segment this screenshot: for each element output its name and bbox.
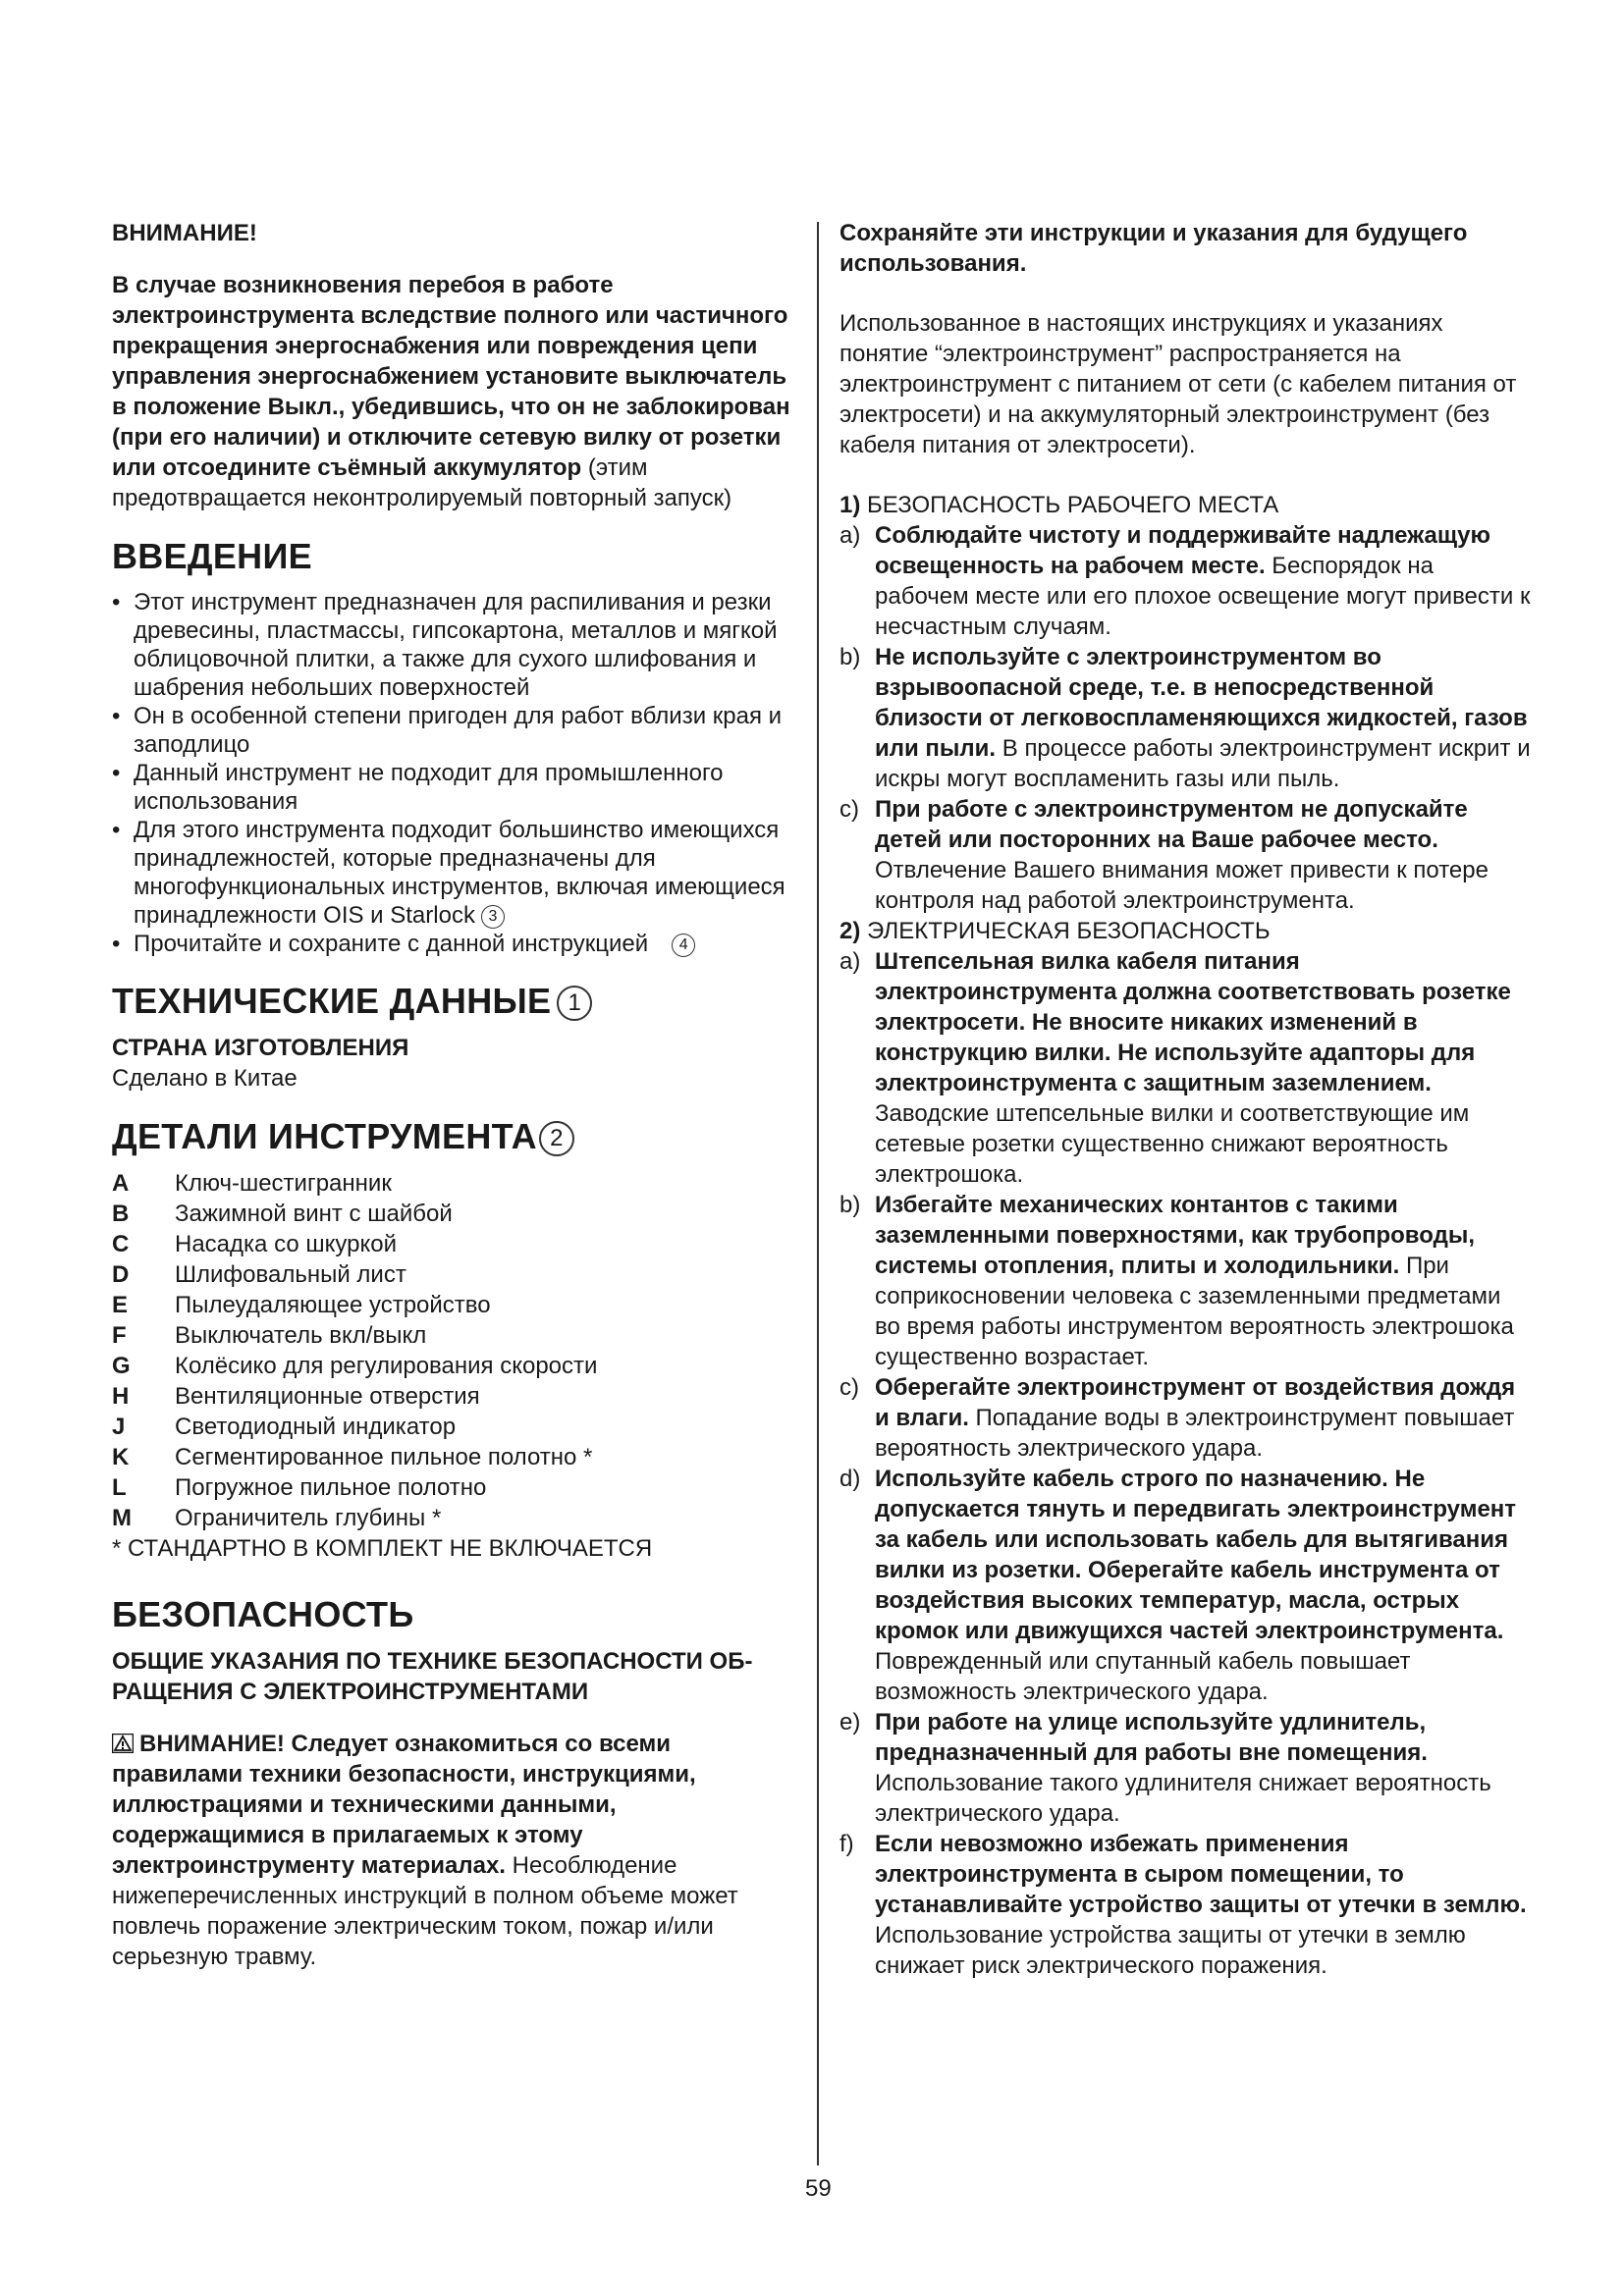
item-normal-text: Поврежденный или спутанный кабель повышает возможность электрического удара. (875, 1648, 1411, 1705)
item-label: c) (839, 796, 859, 823)
item-bold-text: Соблюдайте чистоту и поддерживайте надлежащую освещенность на рабочем месте. (875, 522, 1490, 579)
list-item (839, 794, 1532, 916)
part-key: C (112, 1231, 130, 1257)
item-normal-text: При соприкосновении человека с заземленными предметами во время работы инструментом вероятность электрошока существенно возрастает. (875, 1253, 1514, 1370)
list-item (839, 520, 1532, 642)
part-label: Сегментированное пильное полотно * (175, 1444, 593, 1470)
tech-heading-text: ТЕХНИЧЕСКИЕ ДАННЫЕ (112, 981, 552, 1021)
attention-normal-text: (этим предотвращается неконтролируемый повторный запуск) (112, 454, 732, 511)
section2-heading (839, 916, 1532, 946)
part-label: Ключ-шестигранник (175, 1170, 392, 1197)
country-heading: СТРАНА ИЗГОТОВЛЕНИЯ (112, 1035, 409, 1061)
attention-paragraph (112, 270, 804, 513)
item-label: b) (839, 644, 861, 670)
safety-subheading: ОБЩИЕ УКАЗАНИЯ ПО ТЕХНИКЕ БЕЗОПАСНОСТИ ОБ- РАЩЕНИЯ С ЭЛЕКТРОИНСТРУМЕНТАМИ (112, 1648, 753, 1705)
intro-item-text: Прочитайте и сохраните с данной инструкцией (134, 931, 649, 957)
part-key: A (112, 1170, 130, 1197)
table-row (112, 1259, 597, 1290)
intro-item-text: Этот инструмент предназначен для распиливания и резки древесины, пластмассы, гипсокартона, металлов и мягкой облицовочной плитки, а также для сухого шлифования и шабрения небольших поверхностей (134, 589, 778, 701)
part-label: Погружное пильное полотно (175, 1474, 487, 1501)
table-row (112, 1290, 597, 1320)
item-label: f) (839, 1831, 854, 1857)
item-normal-text: В процессе работы электроинструмент искрит и искры могут воспламенить газы или пыль. (875, 735, 1531, 792)
intro-item-text: Данный инструмент не подходит для промышленного использования (134, 760, 724, 815)
item-label: e) (839, 1709, 861, 1735)
part-key: M (112, 1505, 132, 1531)
tech-heading (112, 980, 804, 1023)
part-label: Пылеудаляющее устройство (175, 1292, 491, 1318)
part-key: G (112, 1353, 131, 1379)
list-item (112, 930, 804, 958)
section2-title: ЭЛЕКТРИЧЕСКАЯ БЕЗОПАСНОСТЬ (867, 918, 1271, 944)
item-bold-text: Используйте кабель строго по назначению. Не допускается тянуть и передвигать электроинструмент за кабель или использовать кабель для вытягивания вилки из розетки. Оберегайте кабель инструмента от воздействия высоких температур, масла, острых кромок или движущихся частей электроинструмента. (875, 1466, 1517, 1644)
table-row (112, 1412, 597, 1442)
list-item (839, 1372, 1532, 1464)
item-normal-text: Беспорядок на рабочем месте или его плохое освещение могут привести к несчастным случаям. (875, 553, 1531, 640)
item-bold-text: Оберегайте электроинструмент от воздействия дождя и влаги. (875, 1374, 1516, 1431)
part-label: Колёсико для регулирования скорости (175, 1353, 598, 1379)
item-label: c) (839, 1374, 859, 1401)
figure-ref-1: 1 (557, 986, 592, 1021)
list-item (839, 642, 1532, 794)
table-row (112, 1381, 597, 1412)
item-normal-text: Использование устройства защиты от утечки в землю снижает риск электрического поражения. (875, 1922, 1466, 1979)
definition-paragraph: Использованное в настоящих инструкциях и указаниях понятие “электроинструмент” распространяется на электроинструмент с питанием от сети (с кабелем питания от электросети) и на аккумуляторный электроинструмент (без кабеля питания от электросети). (839, 310, 1517, 458)
safety-warning (112, 1729, 804, 1972)
figure-ref-3: 3 (481, 905, 505, 929)
table-row (112, 1229, 597, 1259)
table-row (112, 1351, 597, 1381)
list-item (112, 588, 804, 702)
right-column (839, 218, 1532, 1981)
part-key: B (112, 1201, 130, 1227)
list-item (839, 1707, 1532, 1829)
section2-number: 2) (839, 918, 861, 944)
part-key: K (112, 1444, 130, 1470)
part-label: Насадка со шкуркой (175, 1231, 397, 1257)
save-instructions: Сохраняйте эти инструкции и указания для будущего использования. (839, 220, 1468, 277)
table-row (112, 1442, 597, 1472)
item-bold-text: При работе с электроинструментом не допускайте детей или посторонних на Ваше рабочее место. (875, 796, 1468, 853)
part-key: L (112, 1474, 127, 1501)
parts-note: * СТАНДАРТНО В КОМПЛЕКТ НЕ ВКЛЮЧАЕТСЯ (112, 1535, 653, 1562)
item-bold-text: Избегайте механических контантов с такими заземленными поверхностями, как трубопроводы, системы отопления, плиты и холодильники. (875, 1192, 1475, 1279)
part-key: J (112, 1414, 126, 1440)
table-row (112, 1168, 597, 1199)
table-row (112, 1472, 597, 1503)
item-label: b) (839, 1192, 861, 1218)
intro-heading: ВВЕДЕНИЕ (112, 536, 312, 576)
list-item (839, 1464, 1532, 1707)
left-column (112, 218, 804, 1972)
part-label: Выключатель вкл/выкл (175, 1322, 427, 1349)
part-label: Шлифовальный лист (175, 1261, 406, 1288)
table-row (112, 1503, 597, 1533)
item-bold-text: Не используйте с электроинструментом во взрывоопасной среде, т.е. в непосредственной близости от легковоспламеняющихся жидкостей, газов или пыли. (875, 644, 1528, 762)
part-label: Светодиодный индикатор (175, 1414, 457, 1440)
section1-number: 1) (839, 492, 861, 518)
column-divider (817, 222, 819, 2165)
section1-title: БЕЗОПАСНОСТЬ РАБОЧЕГО МЕСТА (867, 492, 1279, 518)
table-row (112, 1199, 597, 1229)
intro-item-text: Для этого инструмента подходит большинство имеющихся принадлежностей, которые предназначены для многофункциональных инструментов, включая имеющиеся принадлежности OIS и Starlock (134, 817, 785, 929)
item-normal-text: Попадание воды в электроинструмент повышает вероятность электрического удара. (875, 1405, 1515, 1462)
safety-heading: БЕЗОПАСНОСТЬ (112, 1594, 414, 1634)
list-item (839, 946, 1532, 1190)
part-label: Зажимной винт с шайбой (175, 1201, 453, 1227)
list-item (112, 759, 804, 816)
part-label: Ограничитель глубины * (175, 1505, 442, 1531)
part-key: F (112, 1322, 127, 1349)
item-label: d) (839, 1466, 861, 1492)
country-value: Сделано в Китае (112, 1065, 298, 1092)
figure-ref-4: 4 (672, 934, 695, 957)
parts-heading (112, 1115, 804, 1158)
list-item (112, 816, 804, 930)
warning-triangle-icon (112, 1734, 134, 1753)
item-bold-text: Если невозможно избежать применения электроинструмента в сыром помещении, то устанавливайте устройство защиты от утечки в землю. (875, 1831, 1527, 1918)
attention-heading: ВНИМАНИЕ! (112, 220, 257, 246)
item-normal-text: Заводские штепсельные вилки и соответствующие им сетевые розетки существенно снижают вероятность электрошока. (875, 1100, 1470, 1188)
item-label: a) (839, 948, 861, 975)
item-bold-text: Штепсельная вилка кабеля питания электроинструмента должна соответствовать розетке электросети. Не вносите никаких изменений в конструкцию вилки. Не используйте адапторы для электроинструмента с защитным заземлением. (875, 948, 1511, 1096)
part-label: Вентиляционные отверстия (175, 1383, 480, 1410)
section1-heading (839, 490, 1532, 520)
safety-warning-normal: Несоблюдение нижеперечисленных инструкций в полном объеме может повлечь поражение электрическим током, пожар и/или серьезную травму. (112, 1852, 738, 1970)
parts-heading-text: ДЕТАЛИ ИНСТРУМЕНТА (112, 1116, 537, 1156)
safety-warning-bold: ВНИМАНИЕ! Следует ознакомиться со всеми правилами техники безопасности, инструкциями, иллюстрациями и техническими данными, содержащимися в прилагаемых к этому электроинструменту материалах. (112, 1731, 696, 1879)
attention-bold-text: В случае возникновения перебоя в работе электроинструмента вследствие полного или частичного прекращения энергоснабжения или повреждения цепи управления энергоснабжением установите выключатель в положение Выкл., убедившись, что он не заблокирован (при его наличии) и отключите сетевую вилку от розетки или отсоедините съёмный аккумулятор (112, 272, 790, 481)
list-item (112, 702, 804, 759)
item-label: a) (839, 522, 861, 549)
table-row (112, 1320, 597, 1351)
page-number: 59 (805, 2175, 832, 2202)
part-key: E (112, 1292, 129, 1318)
list-item (839, 1190, 1532, 1372)
item-normal-text: Использование такого удлинителя снижает вероятность электрического удара. (875, 1770, 1491, 1827)
parts-table (112, 1168, 597, 1533)
part-key: D (112, 1261, 130, 1288)
item-normal-text: Отвлечение Вашего внимания может привести к потере контроля над работой электроинструмента. (875, 857, 1489, 914)
figure-ref-2: 2 (539, 1121, 574, 1156)
intro-item-text: Он в особенной степени пригоден для работ вблизи края и заподлицо (134, 703, 783, 758)
list-item (839, 1829, 1532, 1981)
intro-list (112, 588, 804, 958)
part-key: H (112, 1383, 130, 1410)
item-bold-text: При работе на улице используйте удлинитель, предназначенный для работы вне помещения. (875, 1709, 1428, 1766)
